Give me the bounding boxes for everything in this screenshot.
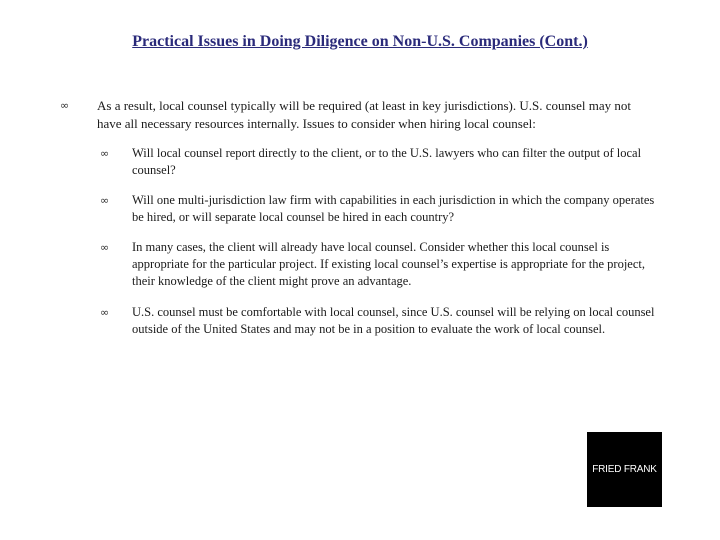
sub-bullet-text: In many cases, the client will already have local counsel. Consider whether this local counsel is appropriate for the particular project. If existing local counsel’s expertise is appropriate for the project, their knowledge of the client might prove an advantage.: [132, 240, 645, 288]
bullet-icon: ∞: [100, 306, 110, 319]
sub-bullet-text: Will local counsel report directly to the client, or to the U.S. lawyers who can filter the output of local counsel?: [132, 146, 642, 177]
sub-bullet-text: U.S. counsel must be comfortable with local counsel, since U.S. counsel will be relying on local counsel outside of the United States and may not be in a position to evaluate the work of local counsel.: [132, 305, 655, 336]
logo-text: FRIED FRANK: [592, 464, 657, 475]
bullet-icon: ∞: [60, 99, 70, 112]
bullet-icon: ∞: [100, 147, 110, 160]
bullet-icon: ∞: [100, 194, 110, 207]
slide-title: Practical Issues in Doing Diligence on Non-U.S. Companies (Cont.): [132, 33, 588, 50]
main-bullet-text: As a result, local counsel typically will be required (at least in key jurisdictions). U.S. counsel may not have all necessary resources internally. Issues to consider when hiring local counsel:: [97, 98, 631, 131]
bullet-icon: ∞: [100, 241, 110, 254]
fried-frank-logo: [587, 432, 662, 507]
sub-bullet-text: Will one multi-jurisdiction law firm with capabilities in each jurisdiction in which the company operates be hired, or will separate local counsel be hired in each country?: [132, 193, 655, 224]
